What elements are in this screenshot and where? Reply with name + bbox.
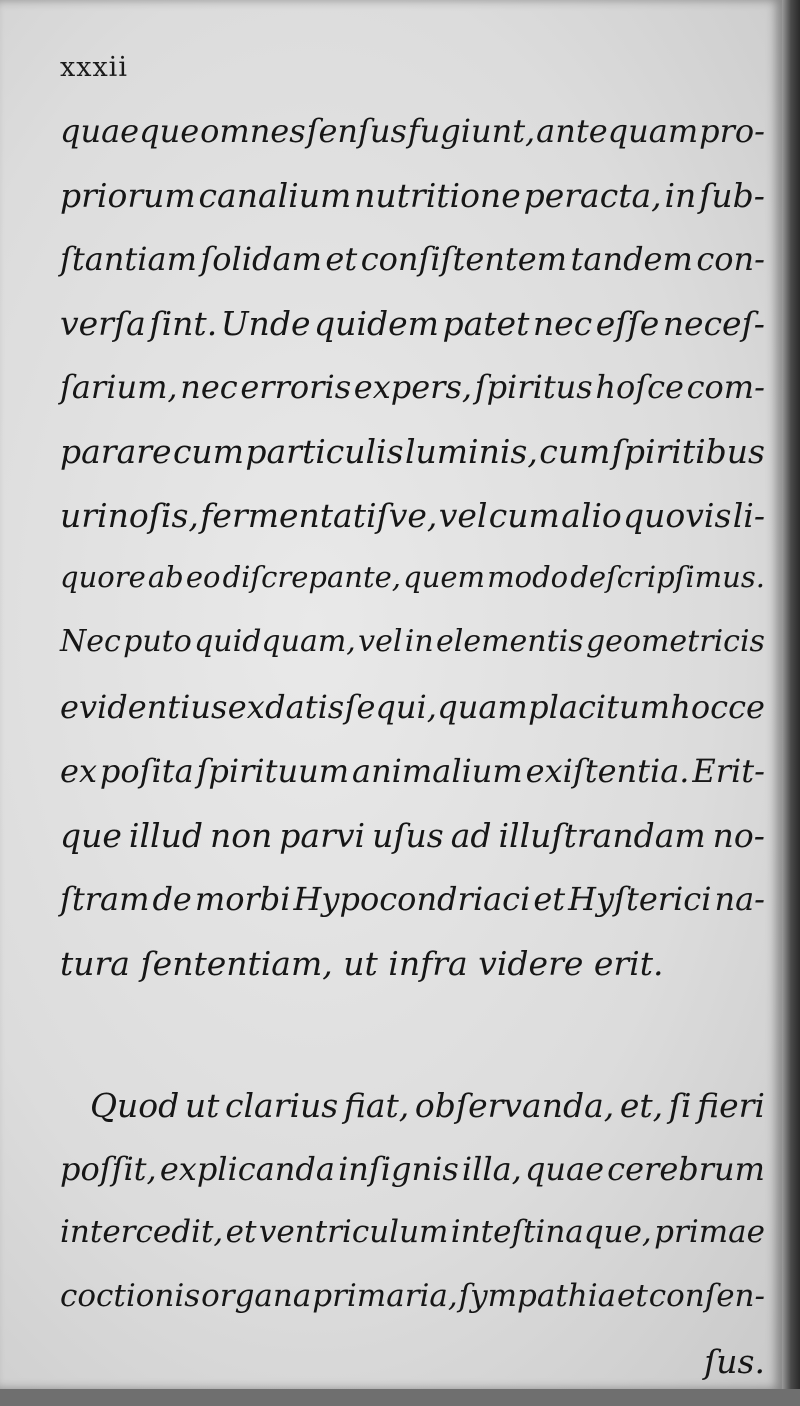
word: nec [180, 368, 238, 406]
text-line [60, 816, 765, 880]
word: ſolidam [200, 240, 322, 278]
word: parvi [279, 816, 366, 855]
text-line [60, 752, 765, 816]
word: quore [60, 560, 146, 594]
word: que [60, 816, 122, 855]
word: primaria, [312, 1278, 458, 1314]
word: conſen- [648, 1278, 765, 1314]
word: verſa [60, 304, 146, 343]
word: ſtantiam [60, 240, 197, 278]
word: fermentatiſve, [200, 496, 438, 535]
word: vel [438, 496, 488, 535]
word: ſenſus [306, 112, 407, 150]
word: ad [450, 816, 492, 855]
word: ab [147, 560, 184, 594]
text-line [60, 1278, 765, 1342]
text-line [60, 560, 765, 624]
word: Erit- [692, 752, 765, 790]
word: et [533, 880, 566, 918]
word: in [404, 624, 434, 659]
word: quovis [623, 496, 732, 535]
page-number: xxxii [60, 52, 128, 83]
word: ſub- [699, 176, 765, 215]
text-line [60, 624, 765, 688]
word: patet [442, 304, 530, 343]
word: alio [561, 496, 622, 535]
word: animalium [351, 752, 523, 790]
word: morbi [194, 880, 291, 918]
word: ſympathia [458, 1278, 617, 1314]
word: Hypocondriaci [293, 880, 531, 918]
word: canalium [198, 176, 352, 215]
text-line [60, 240, 765, 304]
word: vel [358, 624, 403, 659]
word: ſpiritibus [611, 432, 765, 471]
word: pro- [699, 112, 765, 150]
word: ſi [668, 1086, 692, 1125]
word: cum [488, 496, 560, 535]
word: de [152, 880, 192, 918]
text-line [60, 1086, 765, 1150]
word: illud [128, 816, 203, 855]
text-line [60, 496, 765, 560]
word: eo [185, 560, 221, 594]
word: organa [201, 1278, 312, 1314]
catchword: ſus. [704, 1342, 765, 1381]
word: ſtram [60, 880, 150, 918]
word: ſint. [149, 304, 218, 343]
word: clarius [225, 1086, 339, 1125]
text-line [60, 432, 765, 496]
text-line [60, 1214, 765, 1278]
text-line [60, 368, 765, 432]
word: ſpiritus [474, 368, 593, 406]
word: eſſe [595, 304, 660, 343]
word: ſarium, [60, 368, 178, 406]
word: ſequi, [344, 688, 437, 726]
word: nutritione [354, 176, 521, 215]
word: exiſtentia. [525, 752, 690, 790]
word: omnes [200, 112, 306, 150]
word: in [664, 176, 697, 215]
word: inteſtinaque, [450, 1214, 652, 1250]
text-line [60, 304, 765, 368]
word: illa, [461, 1150, 522, 1188]
word: ventriculum [258, 1214, 449, 1250]
text-line [60, 880, 765, 944]
word: Unde [220, 304, 311, 343]
word: elementis [435, 624, 584, 659]
word: quidem [314, 304, 439, 343]
word: tandem [570, 240, 693, 278]
word: evidentius [60, 688, 228, 726]
word: Quod [90, 1086, 180, 1125]
word: uſus [372, 816, 444, 855]
word: et, [619, 1086, 664, 1125]
word: peracta, [523, 176, 662, 215]
word: quidquam, [194, 624, 356, 659]
book-gutter-shadow [782, 0, 800, 1389]
word: fiat, [343, 1086, 410, 1125]
word: explicanda [159, 1150, 335, 1188]
word: quem [403, 560, 486, 594]
word: modo [487, 560, 569, 594]
word: et [617, 1278, 648, 1314]
word: erroris [240, 368, 352, 406]
word: Hyſterici [568, 880, 712, 918]
word: hocce [670, 688, 765, 726]
word: cum [172, 432, 244, 471]
word: particulis [245, 432, 404, 471]
word: priorum [60, 176, 196, 215]
paragraph-2 [60, 1086, 765, 1406]
word: neceſ- [662, 304, 765, 343]
word: ex [60, 752, 97, 790]
word: quae [524, 1150, 605, 1188]
word: conſiſtentem [360, 240, 567, 278]
word: deſcripſimus. [570, 560, 765, 594]
word: ut [184, 1086, 220, 1125]
word: obſervanda, [414, 1086, 615, 1125]
word: ſpirituum [196, 752, 350, 790]
text-line [60, 176, 765, 240]
word: cerebrum [607, 1150, 765, 1188]
word: inſignis [338, 1150, 459, 1188]
word: poſſit, [60, 1150, 157, 1188]
word: hoſce [595, 368, 684, 406]
word: li- [732, 496, 765, 535]
word: puto [123, 624, 192, 659]
word: fugiunt, [407, 112, 536, 150]
text-line [60, 688, 765, 752]
text-line [60, 1150, 765, 1214]
text-line: tura ſententiam, ut infra videre erit. [60, 944, 664, 983]
word: na- [714, 880, 765, 918]
word: no- [712, 816, 765, 855]
word: primae [654, 1214, 765, 1250]
word: intercedit, [60, 1214, 224, 1250]
word: et [225, 1214, 257, 1250]
word: expers, [353, 368, 473, 406]
word: Nec [60, 624, 121, 659]
word: quam [437, 688, 528, 726]
word: poſita [99, 752, 194, 790]
word: con- [696, 240, 765, 278]
word: com- [686, 368, 765, 406]
word: cum [539, 432, 611, 471]
body-text [60, 112, 765, 1406]
word: illuſtrandam [498, 816, 706, 855]
word: nec [532, 304, 593, 343]
word: fieri [697, 1086, 765, 1125]
word: luminis, [404, 432, 538, 471]
word: non [209, 816, 273, 855]
word: antequam [536, 112, 699, 150]
word: quaeque [60, 112, 200, 150]
text-line [60, 112, 765, 176]
word: urinoſis, [60, 496, 199, 535]
word: geometricis [585, 624, 765, 659]
paragraph-1 [60, 112, 765, 1008]
word: ex [227, 688, 265, 726]
word: coctionis [60, 1278, 201, 1314]
word: placitum [528, 688, 670, 726]
word: parare [60, 432, 172, 471]
word: et [325, 240, 358, 278]
word: datis [265, 688, 345, 726]
word: diſcrepante, [222, 560, 401, 594]
